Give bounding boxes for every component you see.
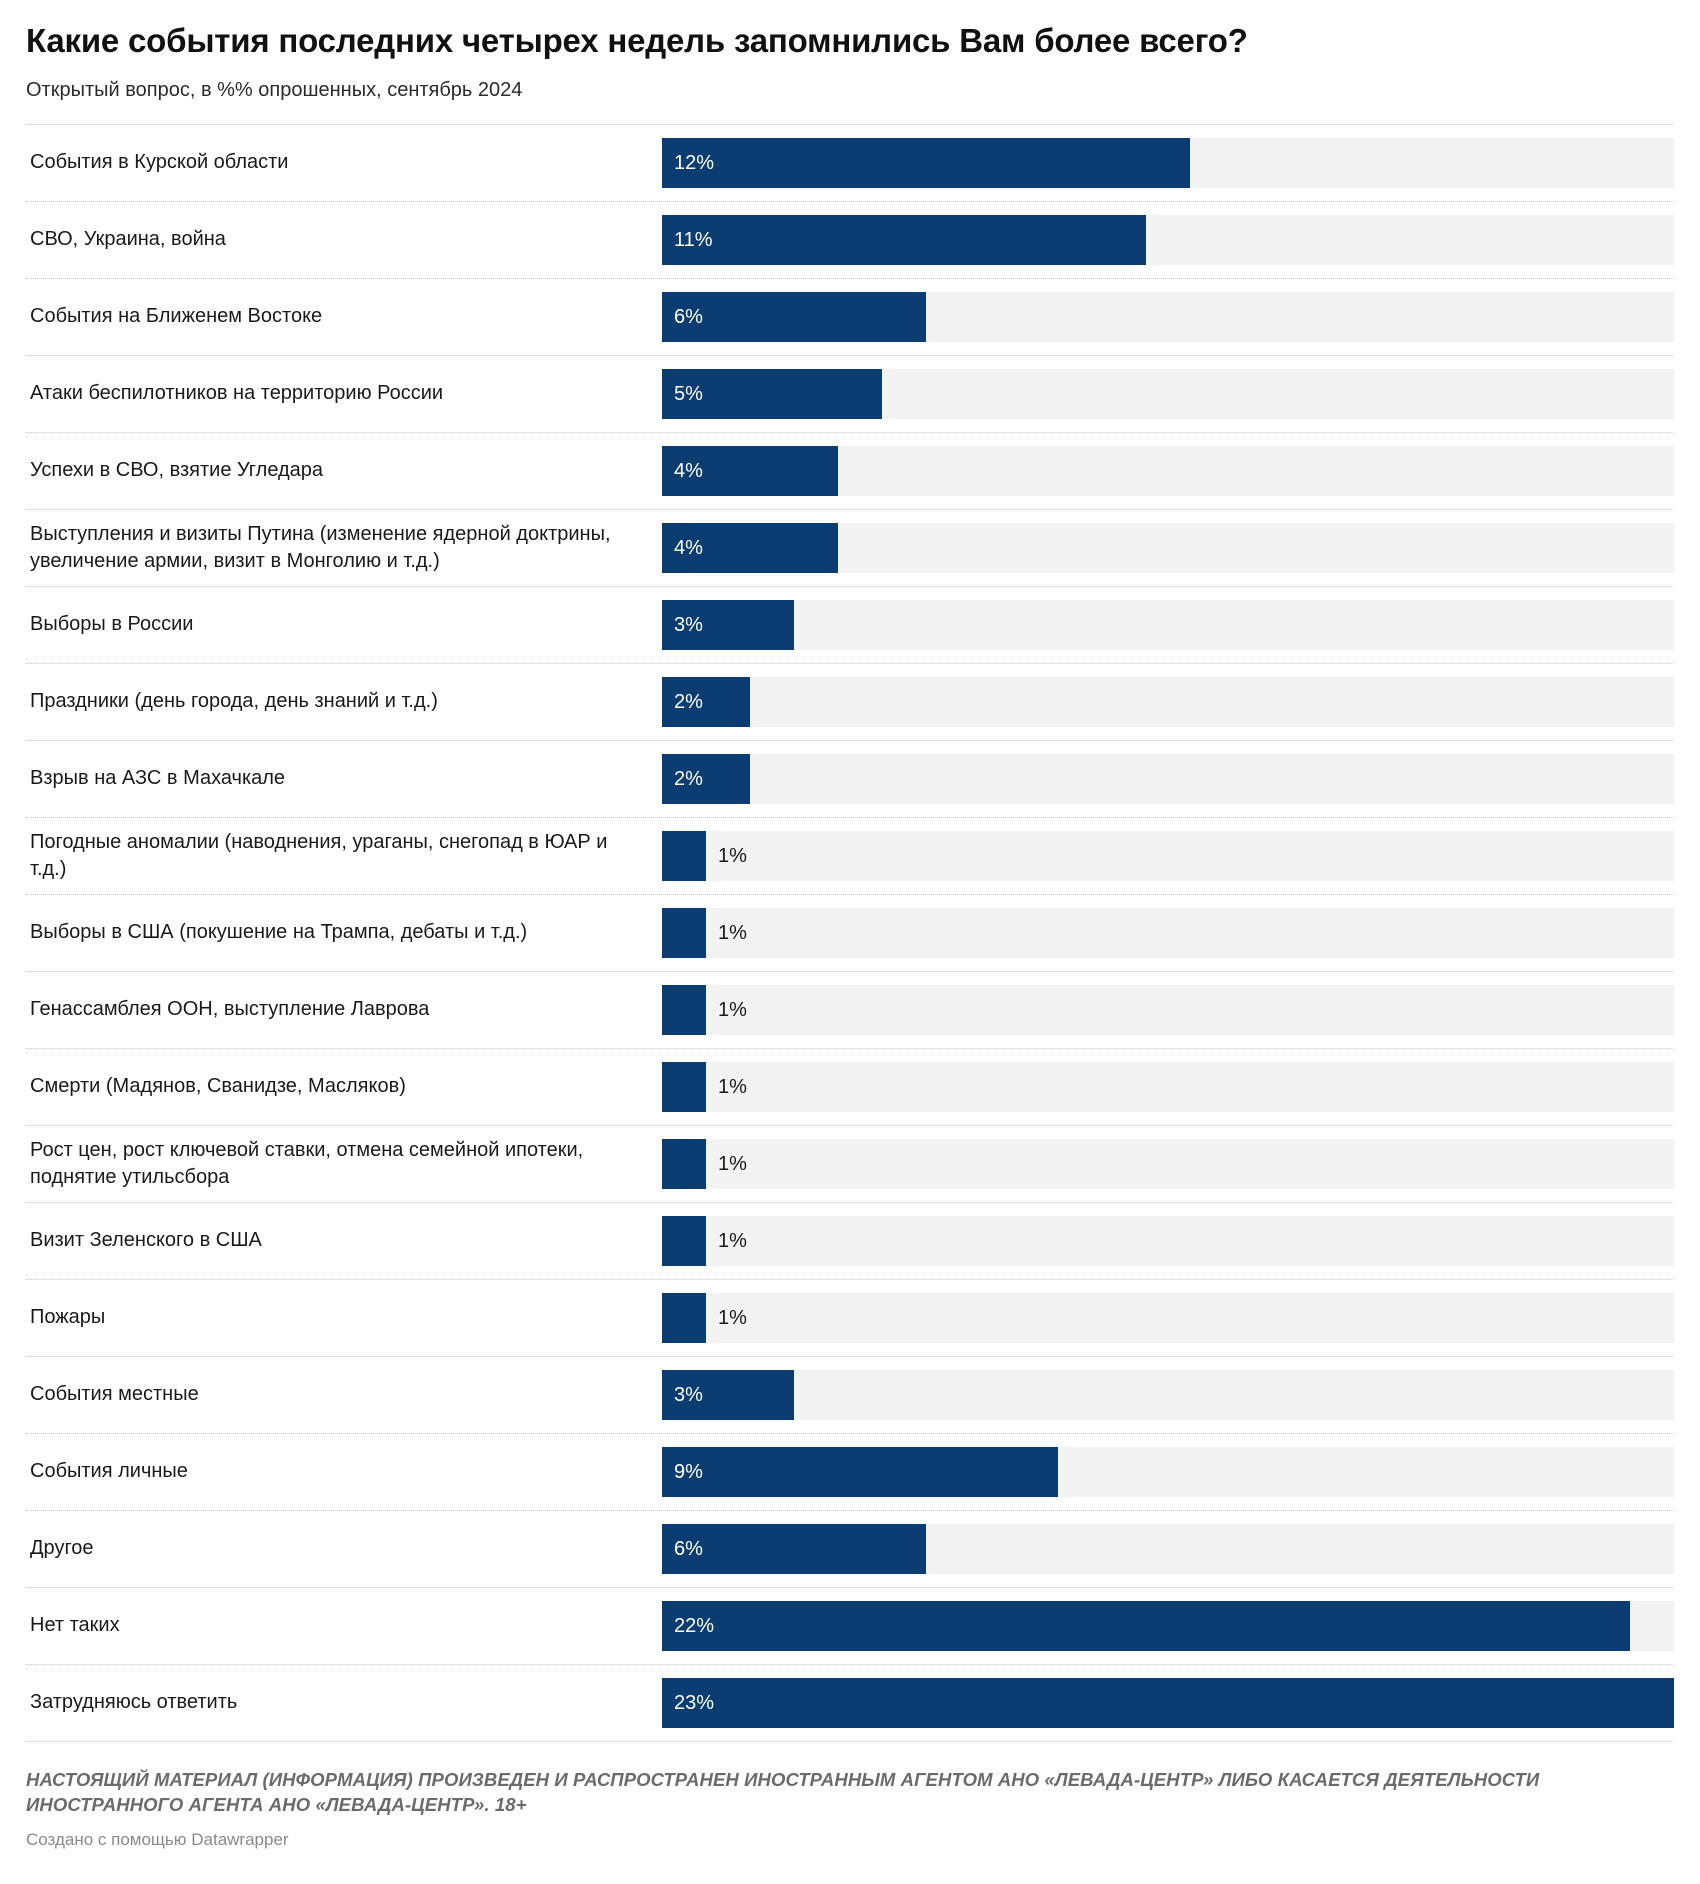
bar-value-label: 1% [718, 1229, 747, 1252]
chart-row [26, 1280, 1674, 1357]
bar[interactable] [662, 908, 706, 958]
category-label: Рост цен, рост ключевой ставки, отмена семейной ипотеки, поднятие утильсбора [30, 1138, 584, 1188]
category-label: События местные [30, 1383, 199, 1406]
bar[interactable] [662, 1447, 1058, 1497]
bar-value-label: 12% [674, 151, 715, 174]
bar-track [662, 292, 1674, 342]
bar-track [662, 1524, 1674, 1574]
bar-value-label: 4% [674, 536, 703, 559]
category-label: События в Курской области [30, 151, 289, 174]
bar-value-label: 11% [674, 228, 713, 251]
bar-track [662, 1139, 1674, 1189]
category-label: Праздники (день города, день знаний и т.д.) [30, 690, 438, 713]
chart-row [26, 202, 1674, 279]
bar-track [662, 1062, 1674, 1112]
bar-track [662, 600, 1674, 650]
chart-row [26, 664, 1674, 741]
chart-footer [26, 1768, 1674, 1850]
bar-track [662, 138, 1674, 188]
category-label: Пожары [30, 1306, 106, 1329]
category-label: Успехи в СВО, взятие Угледара [30, 459, 324, 482]
bar-value-label: 2% [674, 690, 703, 713]
bar[interactable] [662, 831, 706, 881]
bar-value-label: 1% [718, 1152, 747, 1175]
category-label: Выступления и визиты Путина (изменение ядерной доктрины, увеличение армии, визит в Монголию и т.д.) [30, 522, 611, 572]
chart-row [26, 587, 1674, 664]
bar-track [662, 1370, 1674, 1420]
chart-row [26, 895, 1674, 972]
chart-row [26, 1126, 1674, 1203]
bar-value-label: 6% [674, 305, 703, 328]
bar-value-label: 1% [718, 1075, 747, 1098]
chart-row [26, 741, 1674, 818]
chart-subtitle: Открытый вопрос, в %% опрошенных, сентябрь 2024 [26, 78, 523, 101]
category-label: Нет таких [30, 1614, 120, 1637]
chart-row [26, 510, 1674, 587]
bar-value-label: 2% [674, 767, 703, 790]
bar-track [662, 908, 1674, 958]
bar-value-label: 3% [674, 1383, 703, 1406]
category-label: Взрыв на АЗС в Махачкале [30, 767, 286, 790]
chart-row [26, 1049, 1674, 1126]
bar[interactable] [662, 1678, 1674, 1728]
category-label: Затрудняюсь ответить [30, 1691, 238, 1714]
bar[interactable] [662, 1216, 706, 1266]
chart-row [26, 1357, 1674, 1434]
chart-row [26, 1434, 1674, 1511]
bar-value-label: 23% [674, 1691, 715, 1714]
bar[interactable] [662, 1293, 706, 1343]
bar-value-label: 9% [674, 1460, 703, 1483]
category-label: Выборы в США (покушение на Трампа, дебаты и т.д.) [30, 921, 528, 944]
bar[interactable] [662, 1139, 706, 1189]
chart-row [26, 433, 1674, 510]
bar-track [662, 677, 1674, 727]
bar-value-label: 1% [718, 844, 747, 867]
bar-track [662, 754, 1674, 804]
bar-value-label: 1% [718, 921, 747, 944]
bar-value-label: 3% [674, 613, 703, 636]
chart-row [26, 818, 1674, 895]
category-label: Атаки беспилотников на территорию России [30, 382, 444, 405]
bar-track [662, 1601, 1674, 1651]
bar-value-label: 1% [718, 998, 747, 1021]
chart-row [26, 1203, 1674, 1280]
foreign-agent-disclaimer: НАСТОЯЩИЙ МАТЕРИАЛ (ИНФОРМАЦИЯ) ПРОИЗВЕДЕН И РАСПРОСТРАНЕН ИНОСТРАННЫМ АГЕНТОМ АНО «ЛЕВАДА-ЦЕНТР» ЛИБО КАСАЕТСЯ ДЕЯТЕЛЬНОСТИ ИНОСТРАННОГО АГЕНТА АНО «ЛЕВАДА-ЦЕНТР». 18+ [26, 1768, 1540, 1815]
chart-row [26, 972, 1674, 1049]
bar-track [662, 446, 1674, 496]
bar[interactable] [662, 215, 1146, 265]
category-label: СВО, Украина, война [30, 228, 226, 251]
bar-track [662, 1678, 1674, 1728]
bar[interactable] [662, 138, 1190, 188]
chart-row [26, 279, 1674, 356]
bar-track [662, 1216, 1674, 1266]
datawrapper-credit[interactable]: Создано с помощью Datawrapper [26, 1829, 289, 1849]
category-label: Смерти (Мадянов, Сванидзе, Масляков) [30, 1075, 406, 1098]
category-label: Визит Зеленского в США [30, 1229, 262, 1252]
bar-track [662, 1293, 1674, 1343]
category-label: События на Ближенем Востоке [30, 305, 323, 328]
bar[interactable] [662, 1062, 706, 1112]
bar-track [662, 985, 1674, 1035]
category-label: Генассамблея ООН, выступление Лаврова [30, 998, 430, 1021]
page-title: Какие события последних четырех недель запомнились Вам более всего? [26, 22, 1248, 59]
bar-track [662, 523, 1674, 573]
chart-row [26, 124, 1674, 202]
chart-row [26, 1588, 1674, 1665]
bar-value-label: 22% [674, 1614, 715, 1637]
bar-value-label: 1% [718, 1306, 747, 1329]
chart-row [26, 1511, 1674, 1588]
bar-value-label: 6% [674, 1537, 703, 1560]
bar-value-label: 4% [674, 459, 703, 482]
bar-track [662, 215, 1674, 265]
bar-track [662, 831, 1674, 881]
chart-row [26, 356, 1674, 433]
bar-chart [26, 124, 1674, 1742]
category-label: Другое [30, 1537, 94, 1560]
bar[interactable] [662, 985, 706, 1035]
category-label: Выборы в России [30, 613, 194, 636]
category-label: Погодные аномалии (наводнения, ураганы, снегопад в ЮАР и т.д.) [30, 830, 608, 880]
chart-row [26, 1665, 1674, 1742]
bar-track [662, 1447, 1674, 1497]
category-label: События личные [30, 1460, 188, 1483]
bar-value-label: 5% [674, 382, 703, 405]
bar-track [662, 369, 1674, 419]
bar[interactable] [662, 1601, 1630, 1651]
